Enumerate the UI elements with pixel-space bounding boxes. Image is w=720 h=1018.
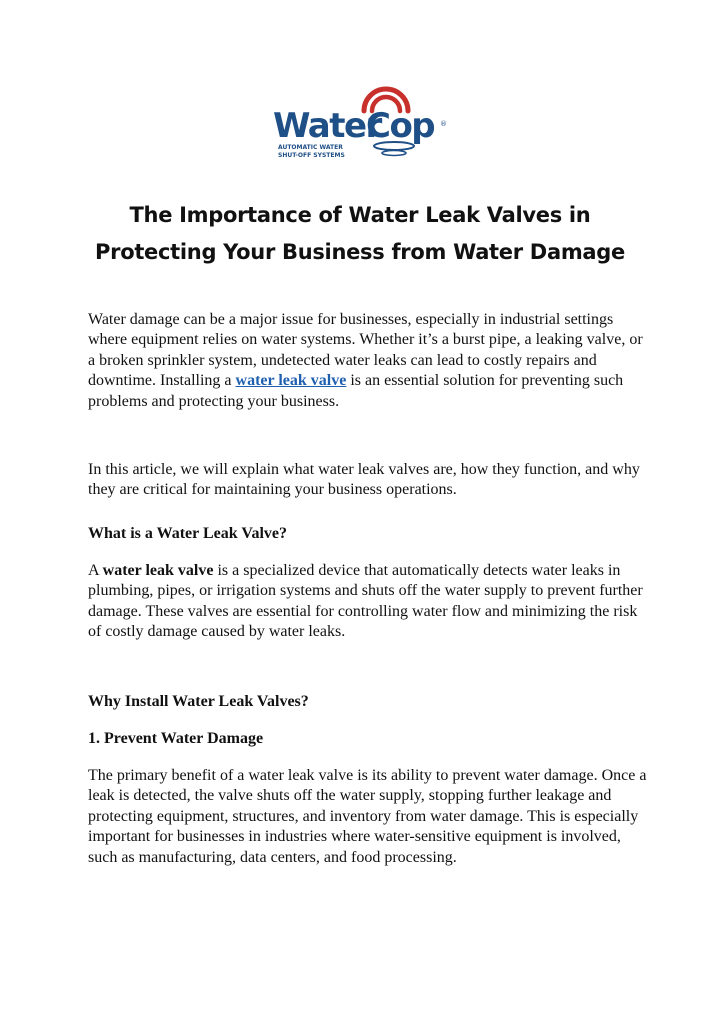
logo-tagline-line1: AUTOMATIC WATER xyxy=(278,144,343,151)
logo-trademark: ® xyxy=(440,120,447,128)
intro-text-start: Water damage can be a major issue for businesses, especially in industrial settings where equipment relies on water systems. Whether it’s a burst pipe, a leaking valve, or a broken sprinkler system, undetected water leaks can lead to costly repairs and downtime. Installing a xyxy=(88,311,643,390)
subheading-prevent-damage: 1. Prevent Water Damage xyxy=(88,730,264,747)
title-line-2: Protecting Your Business from Water Damage xyxy=(95,240,625,264)
section1-text: is a specialized device that automatically detects water leaks in plumbing, pipes, or irrigation systems and shuts off the water supply to prevent further damage. These valves are essential for controlling water flow and minimizing the risk of costly damage caused by water leaks. xyxy=(88,562,643,641)
section-heading-why-install: Why Install Water Leak Valves? xyxy=(88,693,309,710)
section-heading-what-is: What is a Water Leak Valve? xyxy=(88,525,287,542)
water-leak-valve-link[interactable]: water leak valve xyxy=(235,372,347,390)
section1-lead: A xyxy=(88,562,103,579)
title-line-1: The Importance of Water Leak Valves in xyxy=(129,203,591,227)
article-intro-paragraph: In this article, we will explain what water leak valves are, how they function, and why they are critical for maintaining your business operations. xyxy=(88,461,640,499)
intro-paragraph xyxy=(88,310,648,412)
logo-word-water: Water xyxy=(273,106,381,146)
logo-tagline-line2: SHUT-OFF SYSTEMS xyxy=(278,152,345,159)
section1-bold-term: water leak valve xyxy=(102,562,214,579)
section1-paragraph xyxy=(88,561,648,643)
intro-text-end: is an essential solution for preventing such problems and protecting your business. xyxy=(88,372,624,410)
watercop-logo xyxy=(272,86,452,174)
section2-paragraph: The primary benefit of a water leak valve is its ability to prevent water damage. Once a leak is detected, the valve shuts off the water supply, stopping further leakage and protecting equipment, structures, and inventory from water damage. This is especially important for businesses in industries where water-sensitive equipment is involved, such as manufacturing, data centers, and food processing. xyxy=(88,767,647,866)
page-title xyxy=(60,197,660,271)
logo-word-cop: Cop xyxy=(366,106,435,146)
